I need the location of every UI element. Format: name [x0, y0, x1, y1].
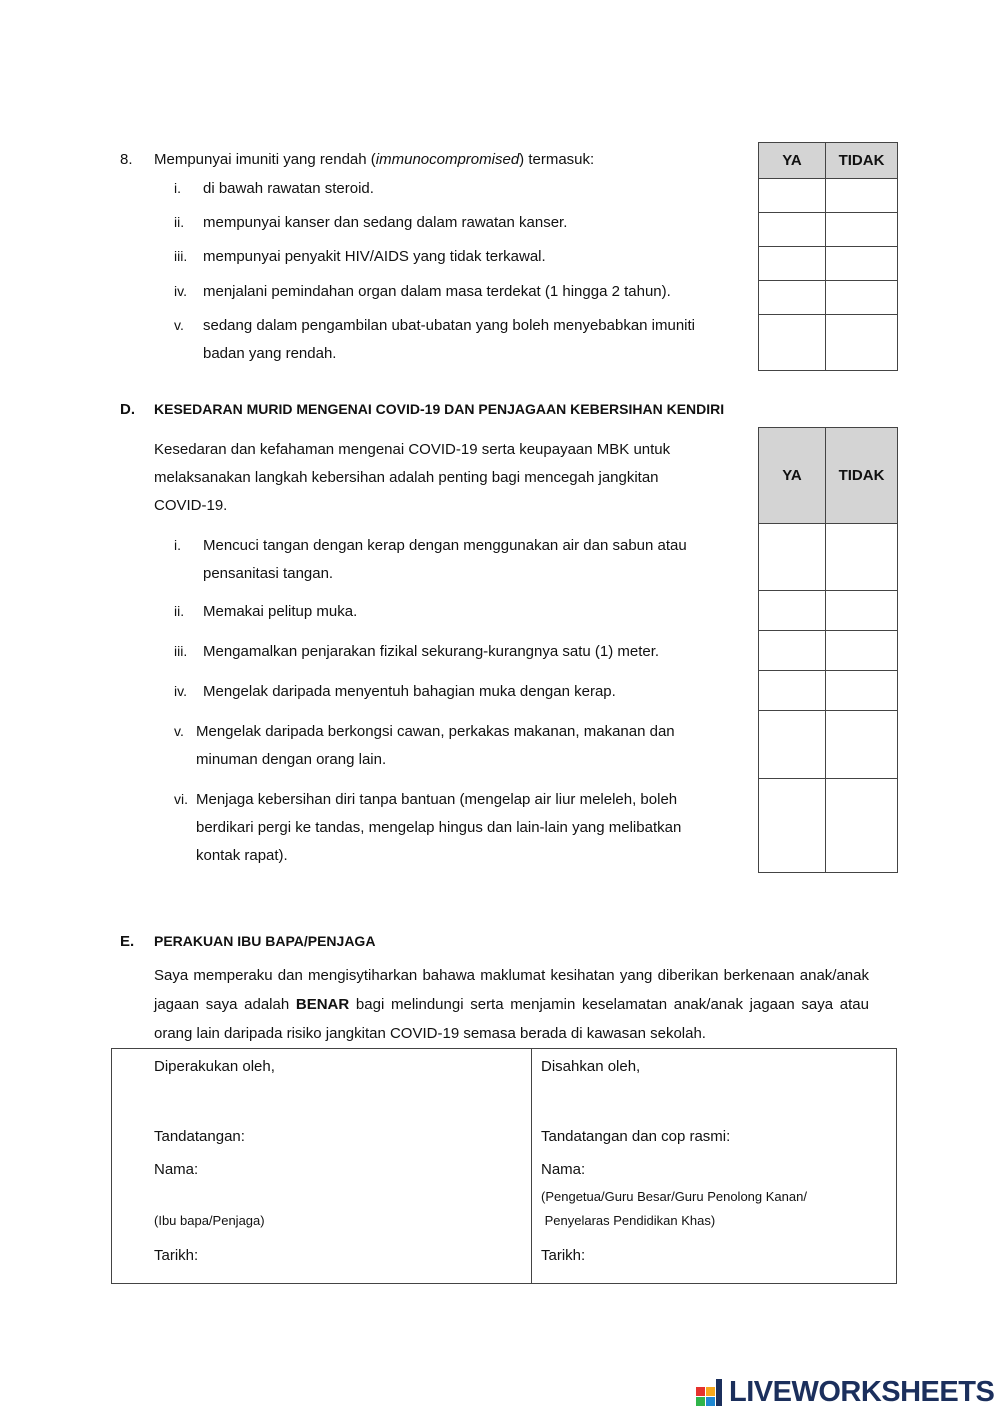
item8-text-after: ) termasuk:: [519, 151, 595, 168]
right-date-label: Tarikh:: [541, 1247, 586, 1264]
left-signature-label: Tandatangan:: [154, 1128, 245, 1145]
ya-header: YA: [759, 428, 826, 524]
signature-table: [111, 1048, 897, 1284]
tidak-answer-cell[interactable]: [826, 247, 898, 281]
tidak-header: TIDAK: [826, 143, 898, 179]
liveworksheets-logo: [695, 1374, 994, 1410]
item8-sub-num: iv.: [174, 283, 187, 299]
left-role: (Ibu bapa/Penjaga): [154, 1213, 265, 1228]
left-date-label: Tarikh:: [154, 1247, 199, 1264]
item8-text-italic: immunocompromised: [375, 151, 520, 168]
item8-sub-text: mempunyai penyakit HIV/AIDS yang tidak terkawal.: [203, 248, 546, 265]
tidak-answer-cell[interactable]: [826, 711, 898, 779]
ya-answer-cell[interactable]: [759, 281, 826, 315]
right-heading: Disahkan oleh,: [541, 1058, 641, 1075]
right-signature-label: Tandatangan dan cop rasmi:: [541, 1128, 731, 1145]
tidak-answer-cell[interactable]: [826, 591, 898, 631]
section-d-item-text: Mengelak daripada menyentuh bahagian muka dengan kerap.: [203, 683, 616, 700]
ya-answer-cell[interactable]: [759, 591, 826, 631]
item8-sub-num: v.: [174, 317, 184, 333]
section-d-item-text-cont: minuman dengan orang lain.: [196, 751, 387, 768]
item8-sub-num: ii.: [174, 214, 185, 230]
section-e-declaration: [154, 961, 869, 1048]
section-d-item-text: Mencuci tangan dengan kerap dengan menggunakan air dan sabun atau: [203, 537, 687, 554]
tidak-answer-cell[interactable]: [826, 631, 898, 671]
ya-answer-cell[interactable]: [759, 315, 826, 371]
ya-answer-cell[interactable]: [759, 711, 826, 779]
ya-answer-cell[interactable]: [759, 213, 826, 247]
logo-text: LIVEWORKSHEETS: [729, 1375, 995, 1408]
section-d-item-text-cont: kontak rapat).: [196, 847, 288, 864]
declaration-bold: BENAR: [295, 996, 350, 1013]
section-d-intro-line: melaksanakan langkah kebersihan adalah penting bagi mencegah jangkitan: [154, 469, 659, 486]
item8-answer-table: [758, 142, 898, 371]
tidak-answer-cell[interactable]: [826, 213, 898, 247]
item8-number: 8.: [120, 151, 133, 168]
section-d-letter: D.: [120, 401, 135, 418]
ya-answer-cell[interactable]: [759, 779, 826, 873]
tidak-answer-cell[interactable]: [826, 671, 898, 711]
tidak-header: TIDAK: [826, 428, 898, 524]
ya-answer-cell[interactable]: [759, 524, 826, 591]
section-d-item-num: iii.: [174, 643, 188, 659]
section-e-title: PERAKUAN IBU BAPA/PENJAGA: [154, 933, 376, 949]
section-d-item-text: Menjaga kebersihan diri tanpa bantuan (mengelap air liur meleleh, boleh: [196, 791, 678, 808]
tidak-answer-cell[interactable]: [826, 524, 898, 591]
declaration-text-end: bagi melindungi serta menjamin keselamatan anak/anak jagaan saya atau orang lain daripada risiko jangkitan COVID-19 semasa berada di kawasan sekolah.: [154, 996, 869, 1042]
section-d-item-num: iv.: [174, 683, 187, 699]
tidak-answer-cell[interactable]: [826, 315, 898, 371]
section-d-item-num: v.: [174, 723, 184, 739]
item8-sub-text: sedang dalam pengambilan ubat-ubatan yang boleh menyebabkan imuniti: [203, 317, 696, 334]
tidak-answer-cell[interactable]: [826, 779, 898, 873]
ya-answer-cell[interactable]: [759, 671, 826, 711]
item8-sub-text: mempunyai kanser dan sedang dalam rawatan kanser.: [203, 214, 568, 231]
section-d-item-num: ii.: [174, 603, 185, 619]
section-d-item-text-cont: pensanitasi tangan.: [203, 565, 334, 582]
section-d-item-text: Memakai pelitup muka.: [203, 603, 358, 620]
left-name-label: Nama:: [154, 1161, 199, 1178]
section-d-title: KESEDARAN MURID MENGENAI COVID-19 DAN PENJAGAAN KEBERSIHAN KENDIRI: [154, 401, 725, 417]
item8-text: [154, 151, 594, 170]
right-role-line1: (Pengetua/Guru Besar/Guru Penolong Kanan/: [541, 1189, 807, 1204]
item8-sub-num: iii.: [174, 248, 188, 264]
declaration-text: Saya memperaku dan mengisytiharkan bahawa maklumat kesihatan yang diberikan berkenaan anak/anak jagaan saya adalah: [154, 967, 869, 1013]
ya-answer-cell[interactable]: [759, 179, 826, 213]
item8-sub-text: menjalani pemindahan organ dalam masa terdekat (1 hingga 2 tahun).: [203, 283, 671, 300]
item8-sub-text: di bawah rawatan steroid.: [203, 180, 374, 197]
section-d-intro-line: COVID-19.: [154, 497, 228, 514]
section-d-intro-line: Kesedaran dan kefahaman mengenai COVID-19 serta keupayaan MBK untuk: [154, 441, 671, 458]
left-heading: Diperakukan oleh,: [154, 1058, 275, 1075]
section-d-answer-table: [758, 427, 898, 873]
section-e-letter: E.: [120, 933, 135, 950]
liveworksheets-logo-icon: [695, 1377, 725, 1407]
section-d-item-num: vi.: [174, 791, 188, 807]
tidak-answer-cell[interactable]: [826, 179, 898, 213]
item8-text-before: Mempunyai imuniti yang rendah (: [154, 151, 376, 168]
item8-sub-num: i.: [174, 180, 181, 196]
ya-answer-cell[interactable]: [759, 247, 826, 281]
section-d-item-text: Mengamalkan penjarakan fizikal sekurang-kurangnya satu (1) meter.: [203, 643, 660, 660]
ya-answer-cell[interactable]: [759, 631, 826, 671]
ya-header: YA: [759, 143, 826, 179]
tidak-answer-cell[interactable]: [826, 281, 898, 315]
right-role-line2: Penyelaras Pendidikan Khas): [541, 1213, 716, 1228]
item8-sub-text-cont: badan yang rendah.: [203, 345, 337, 362]
section-d-item-text: Mengelak daripada berkongsi cawan, perkakas makanan, makanan dan: [196, 723, 675, 740]
section-d-item-num: i.: [174, 537, 181, 553]
section-d-item-text-cont: berdikari pergi ke tandas, mengelap hingus dan lain-lain yang melibatkan: [196, 819, 682, 836]
signature-divider: [531, 1048, 532, 1284]
right-name-label: Nama:: [541, 1161, 586, 1178]
